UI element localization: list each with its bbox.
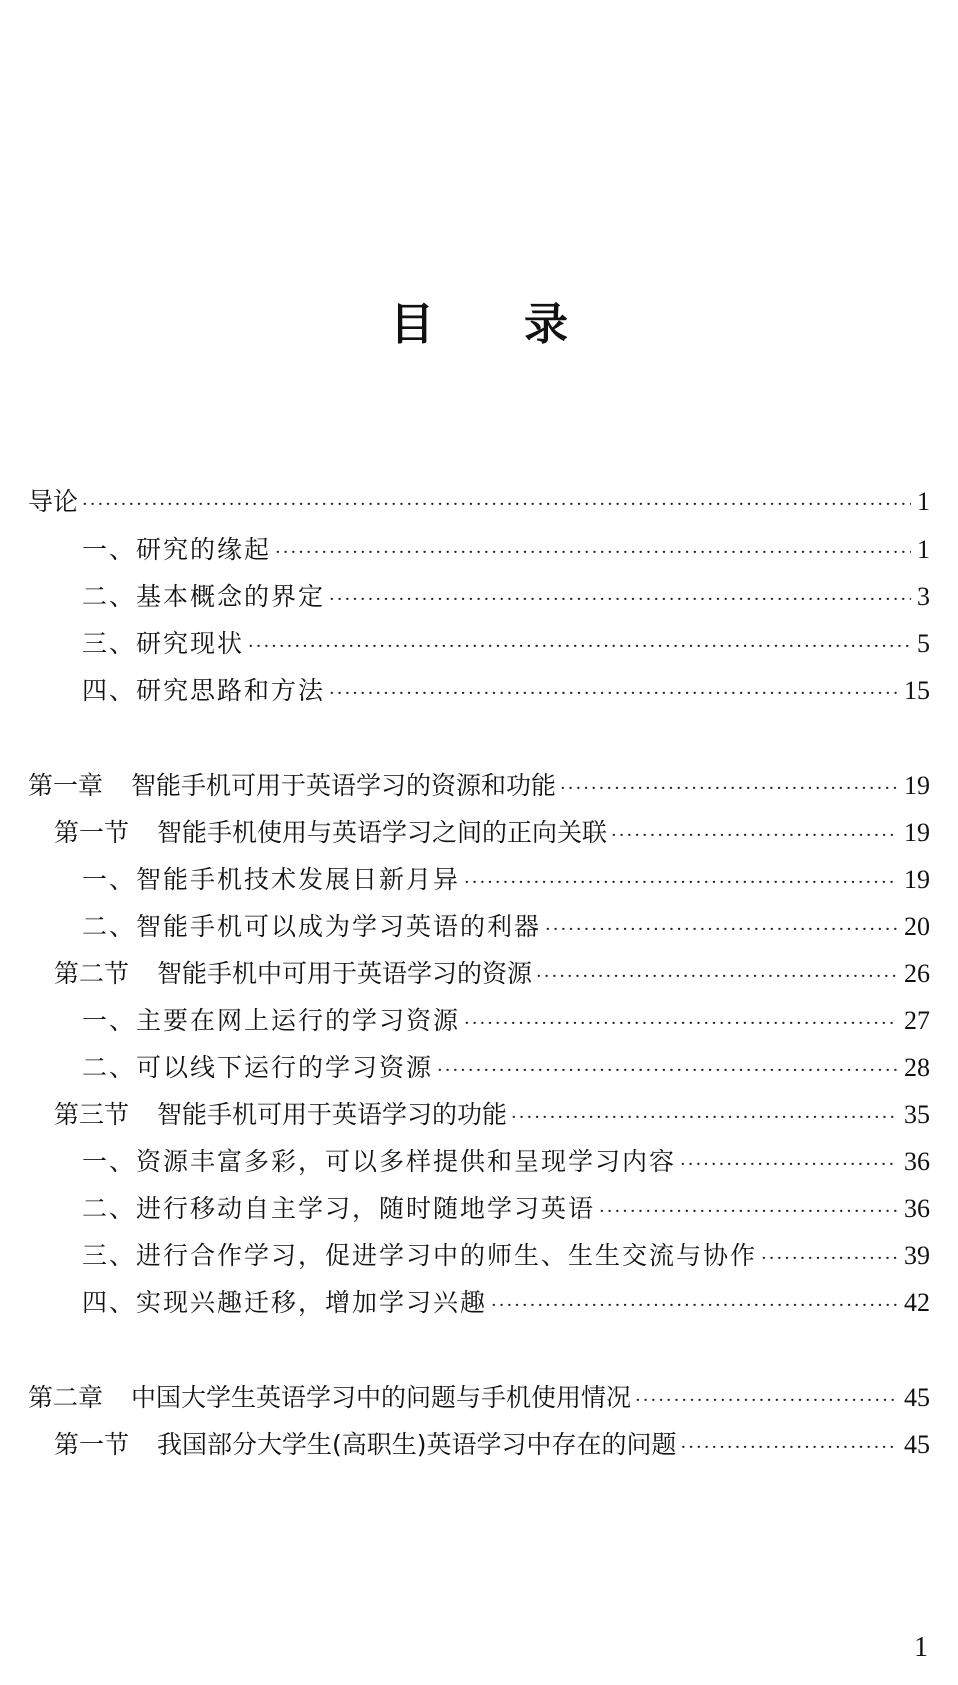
- toc-label: 三、研究现状: [82, 629, 245, 658]
- toc-page-number: 42: [904, 1288, 930, 1317]
- leader-dots: [491, 1286, 898, 1326]
- toc-label: [54, 1095, 507, 1135]
- toc-entry[interactable]: [28, 1001, 930, 1041]
- toc-entry-section[interactable]: [28, 1425, 930, 1465]
- toc-page-number: 19: [904, 818, 930, 847]
- section-number: 第二节: [54, 959, 130, 988]
- toc-page-number: 36: [904, 1194, 930, 1223]
- leader-dots: [761, 1239, 898, 1279]
- toc-label: 一、智能手机技术发展日新月异: [82, 865, 461, 894]
- toc-label: 一、研究的缘起: [82, 535, 272, 564]
- page-title: [0, 299, 958, 350]
- leader-dots: [275, 533, 911, 573]
- toc-label: 四、实现兴趣迁移，增加学习兴趣: [82, 1288, 488, 1317]
- toc-page-number: 15: [904, 676, 930, 705]
- title-char-1: 目: [390, 299, 434, 350]
- section-number: 第三节: [54, 1100, 130, 1129]
- toc-page-number: 26: [904, 959, 930, 988]
- leader-dots: [329, 674, 898, 714]
- toc-page-number: 1: [917, 535, 930, 564]
- leader-dots: [464, 1004, 898, 1044]
- leader-dots: [560, 769, 898, 809]
- toc-entry-section[interactable]: [28, 1095, 930, 1135]
- leader-dots: [680, 1145, 898, 1185]
- toc-label: 二、可以线下运行的学习资源: [82, 1053, 434, 1082]
- leader-dots: [536, 957, 898, 997]
- section-title: 我国部分大学生(高职生)英语学习中存在的问题: [157, 1430, 677, 1459]
- leader-dots: [635, 1381, 898, 1421]
- section-title: 智能手机可用于英语学习的功能: [157, 1100, 508, 1129]
- toc-label: [54, 1425, 677, 1465]
- toc-label: 二、进行移动自主学习，随时随地学习英语: [82, 1194, 596, 1223]
- chapter-number: 第一章: [28, 771, 104, 800]
- chapter-title: 中国大学生英语学习中的问题与手机使用情况: [131, 1383, 632, 1412]
- toc-page-number: 3: [917, 582, 930, 611]
- toc-entry[interactable]: [28, 671, 930, 711]
- chapter-title: 智能手机可用于英语学习的资源和功能: [131, 771, 557, 800]
- toc-label: [54, 813, 607, 853]
- section-title: 智能手机中可用于英语学习的资源: [157, 959, 533, 988]
- toc-entry[interactable]: [28, 1283, 930, 1323]
- toc-entry[interactable]: [28, 1142, 930, 1182]
- toc-entry-section[interactable]: [28, 813, 930, 853]
- toc-entry-chapter-2[interactable]: [28, 1378, 930, 1418]
- leader-dots: [248, 627, 911, 667]
- toc-entry[interactable]: [28, 1048, 930, 1088]
- toc-label: [54, 954, 532, 994]
- toc-label: 二、智能手机可以成为学习英语的利器: [82, 912, 542, 941]
- toc-label: 导论: [28, 487, 79, 516]
- toc-page-number: 39: [904, 1241, 930, 1270]
- leader-dots: [329, 580, 911, 620]
- toc-entry-section[interactable]: [28, 954, 930, 994]
- toc-entry[interactable]: [28, 1236, 930, 1276]
- toc-label: 一、资源丰富多彩，可以多样提供和呈现学习内容: [82, 1147, 677, 1176]
- toc-page-number: 28: [904, 1053, 930, 1082]
- toc-entry[interactable]: [28, 907, 930, 947]
- chapter-number: 第二章: [28, 1383, 104, 1412]
- toc-page-number: 19: [904, 771, 930, 800]
- toc-label: [28, 1378, 631, 1418]
- toc-page-number: 36: [904, 1147, 930, 1176]
- leader-dots: [611, 816, 898, 856]
- toc-label: 二、基本概念的界定: [82, 582, 326, 611]
- toc-page-number: 45: [904, 1430, 930, 1459]
- toc-entry[interactable]: [28, 530, 930, 570]
- section-title: 智能手机使用与英语学习之间的正向关联: [157, 818, 608, 847]
- section-number: 第一节: [54, 818, 130, 847]
- toc-entry[interactable]: [28, 624, 930, 664]
- toc-label: 四、研究思路和方法: [82, 676, 326, 705]
- leader-dots: [681, 1428, 898, 1468]
- toc-page-number: 19: [904, 865, 930, 894]
- toc-label: [28, 766, 556, 806]
- toc-page-number: 27: [904, 1006, 930, 1035]
- toc-page-number: 20: [904, 912, 930, 941]
- leader-dots: [437, 1051, 898, 1091]
- toc-entry[interactable]: [28, 1189, 930, 1229]
- toc-entry-chapter-1[interactable]: [28, 766, 930, 806]
- toc-page-number: 45: [904, 1383, 930, 1412]
- toc-entry[interactable]: [28, 577, 930, 617]
- leader-dots: [599, 1192, 898, 1232]
- toc-entry-introduction[interactable]: [28, 482, 930, 522]
- leader-dots: [464, 863, 898, 903]
- toc-entry[interactable]: [28, 860, 930, 900]
- toc-page-number: 1: [917, 487, 930, 516]
- leader-dots: [545, 910, 898, 950]
- page-number: 1: [914, 1632, 928, 1663]
- section-number: 第一节: [54, 1430, 130, 1459]
- toc-page-number: 5: [917, 629, 930, 658]
- toc-label: 一、主要在网上运行的学习资源: [82, 1006, 461, 1035]
- toc-label: 三、进行合作学习，促进学习中的师生、生生交流与协作: [82, 1241, 758, 1270]
- title-char-2: 录: [524, 299, 568, 350]
- toc-page-number: 35: [904, 1100, 930, 1129]
- leader-dots: [82, 485, 911, 525]
- leader-dots: [511, 1098, 898, 1138]
